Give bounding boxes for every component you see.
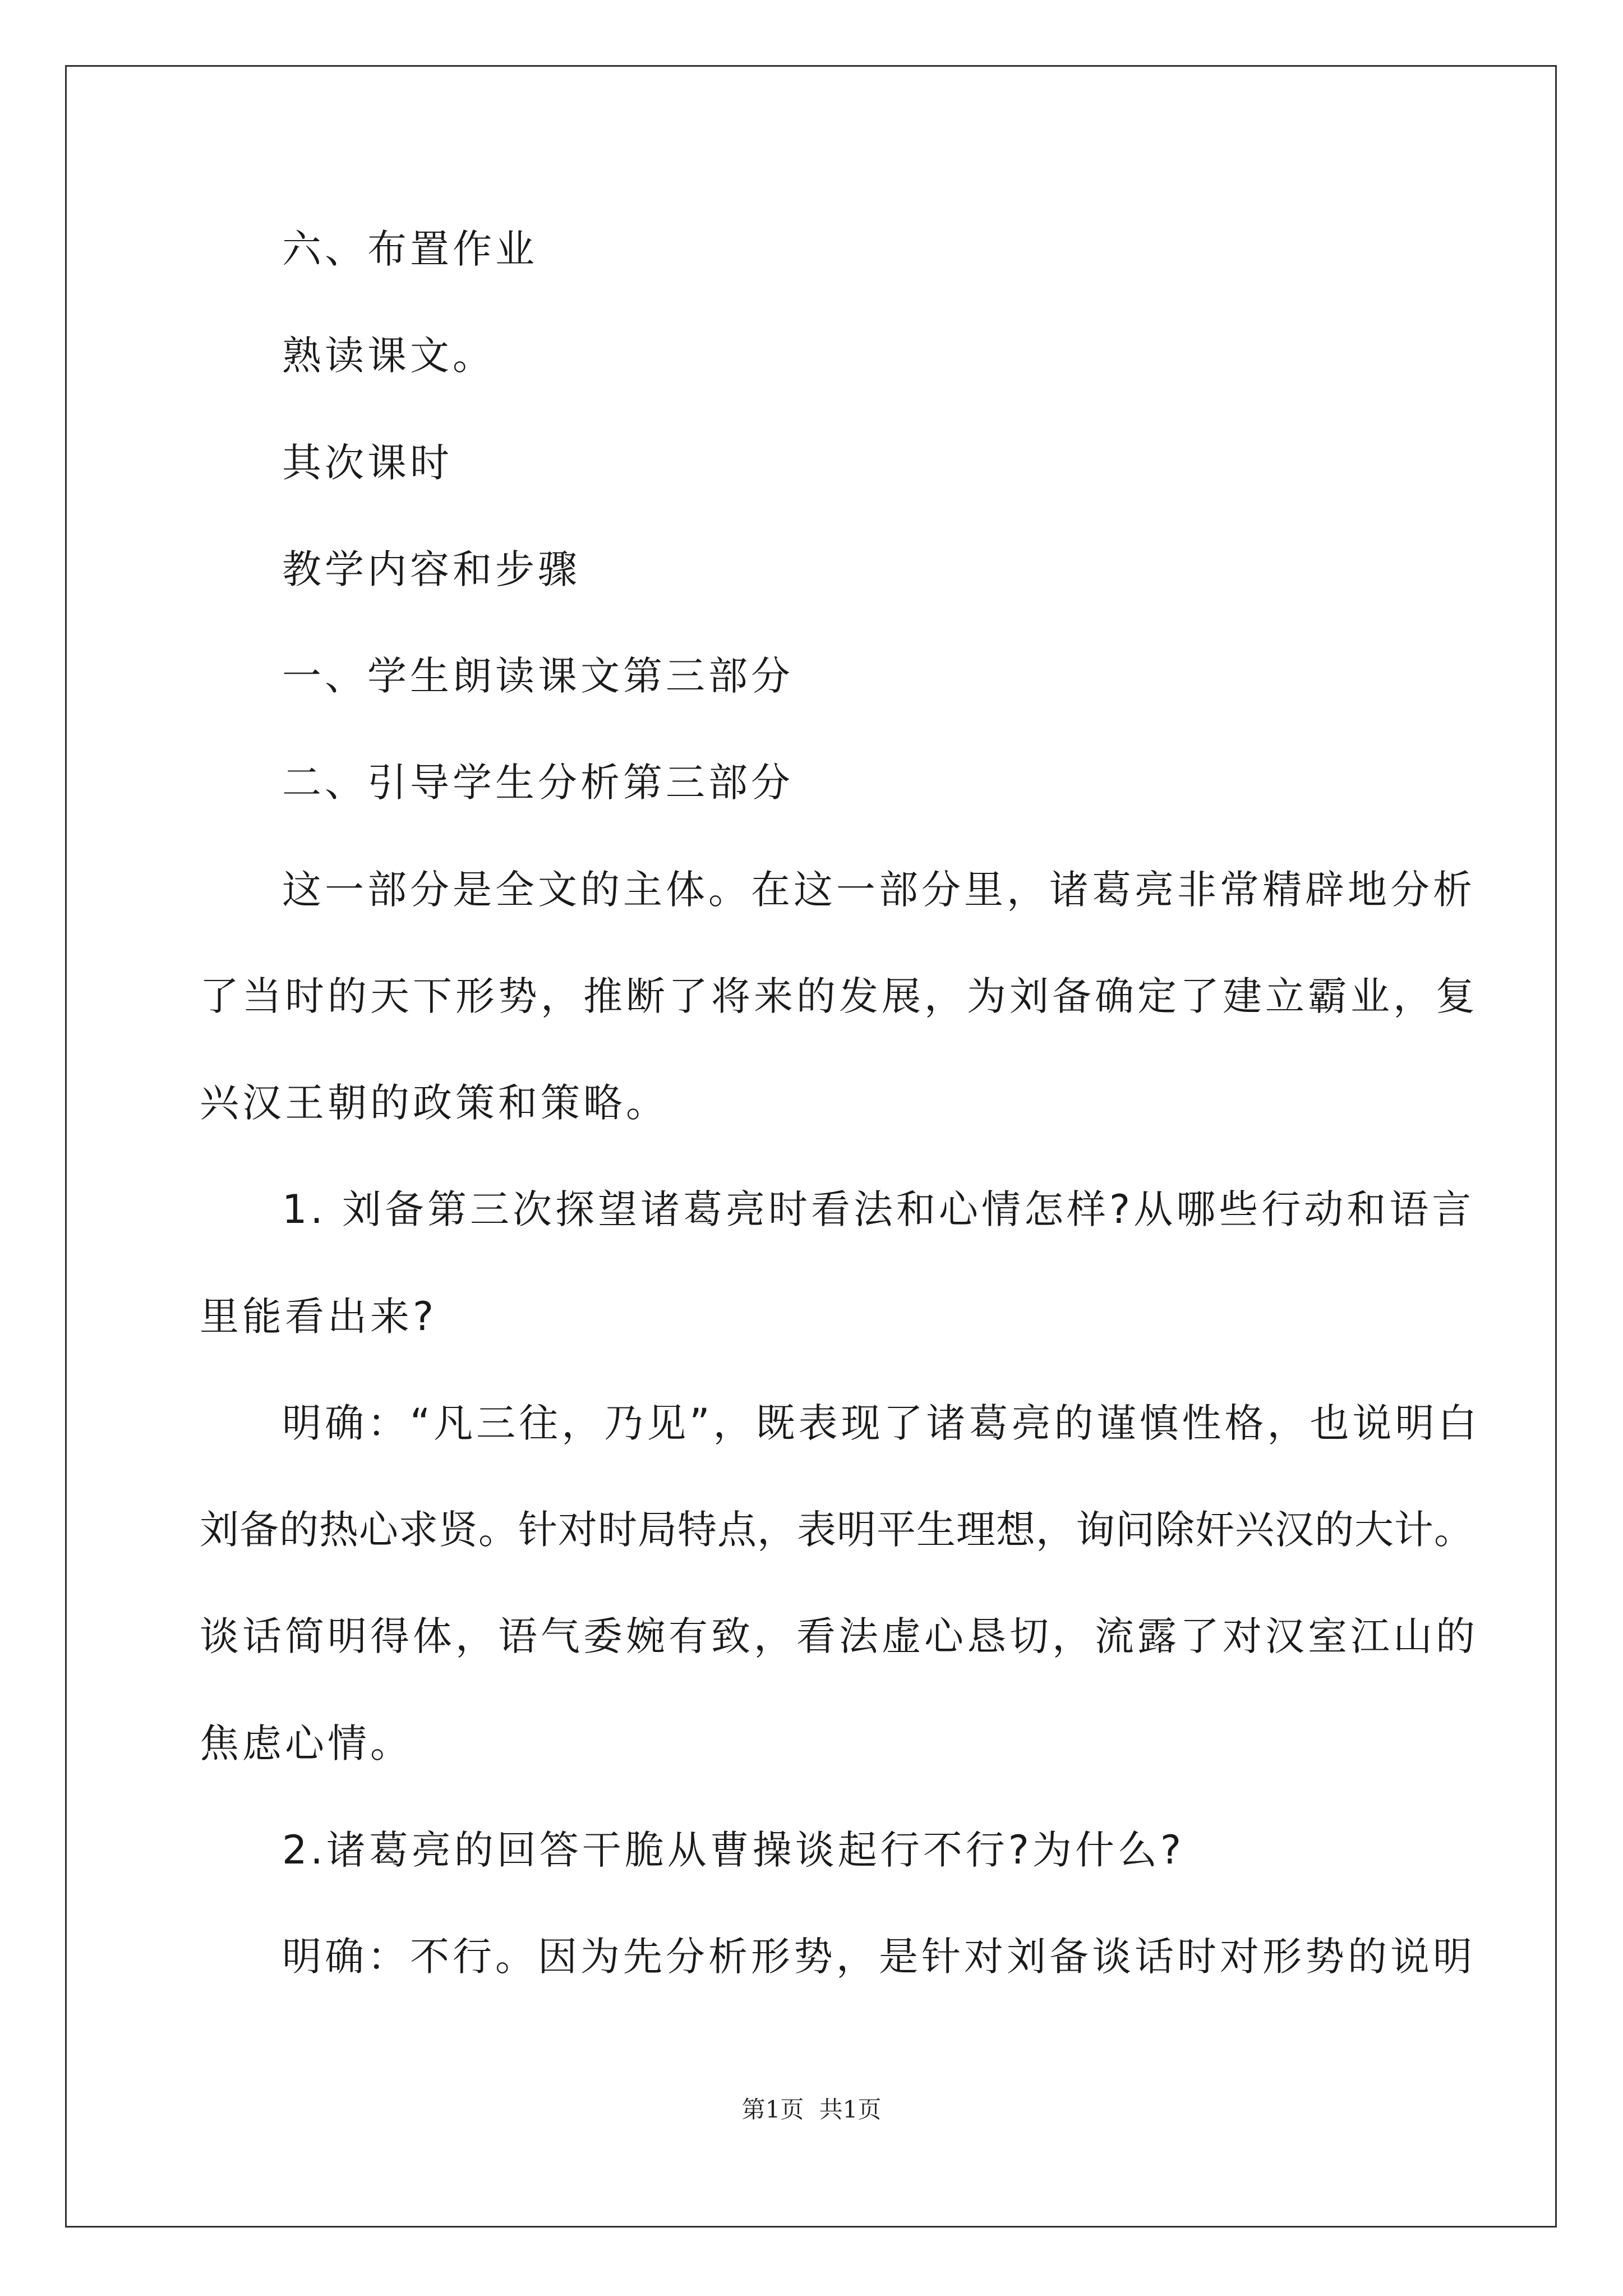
page-footer: 第1页 共1页 xyxy=(741,2096,882,2123)
text-line: 明确：不行。因为先分析形势，是针对刘备谈话时对形势的说明 xyxy=(282,1934,1476,1980)
text-line: 教学内容和步骤 xyxy=(282,546,580,592)
text-line: 谈话简明得体，语气委婉有致，看法虚心恳切，流露了对汉室江山的 xyxy=(200,1613,1478,1659)
text-line: 1. 刘备第三次探望诸葛亮时看法和心情怎样?从哪些行动和语言 xyxy=(282,1186,1475,1232)
text-line: 熟读课文。 xyxy=(282,333,495,379)
text-line: 刘备的热心求贤。针对时局特点，表明平生理想，询问除奸兴汉的大计。 xyxy=(200,1507,1474,1553)
text-line: 兴汉王朝的政策和策略。 xyxy=(200,1080,668,1126)
text-line: 二、引导学生分析第三部分 xyxy=(282,760,794,806)
text-line: 六、布置作业 xyxy=(282,226,538,272)
text-line: 里能看出来? xyxy=(200,1294,437,1340)
text-line: 2.诸葛亮的回答干脆从曹操谈起行不行?为什么? xyxy=(282,1827,1185,1873)
page-border xyxy=(65,65,1557,2228)
text-line: 一、学生朗读课文第三部分 xyxy=(282,653,794,699)
text-line: 这一部分是全文的主体。在这一部分里，诸葛亮非常精辟地分析 xyxy=(282,867,1476,913)
text-line: 焦虑心情。 xyxy=(200,1720,413,1766)
text-line: 其次课时 xyxy=(282,440,453,486)
text-line: 明确：“凡三往，乃见”，既表现了诸葛亮的谨慎性格，也说明白 xyxy=(282,1400,1481,1446)
text-line: 了当时的天下形势，推断了将来的发展，为刘备确定了建立霸业，复 xyxy=(200,973,1478,1019)
